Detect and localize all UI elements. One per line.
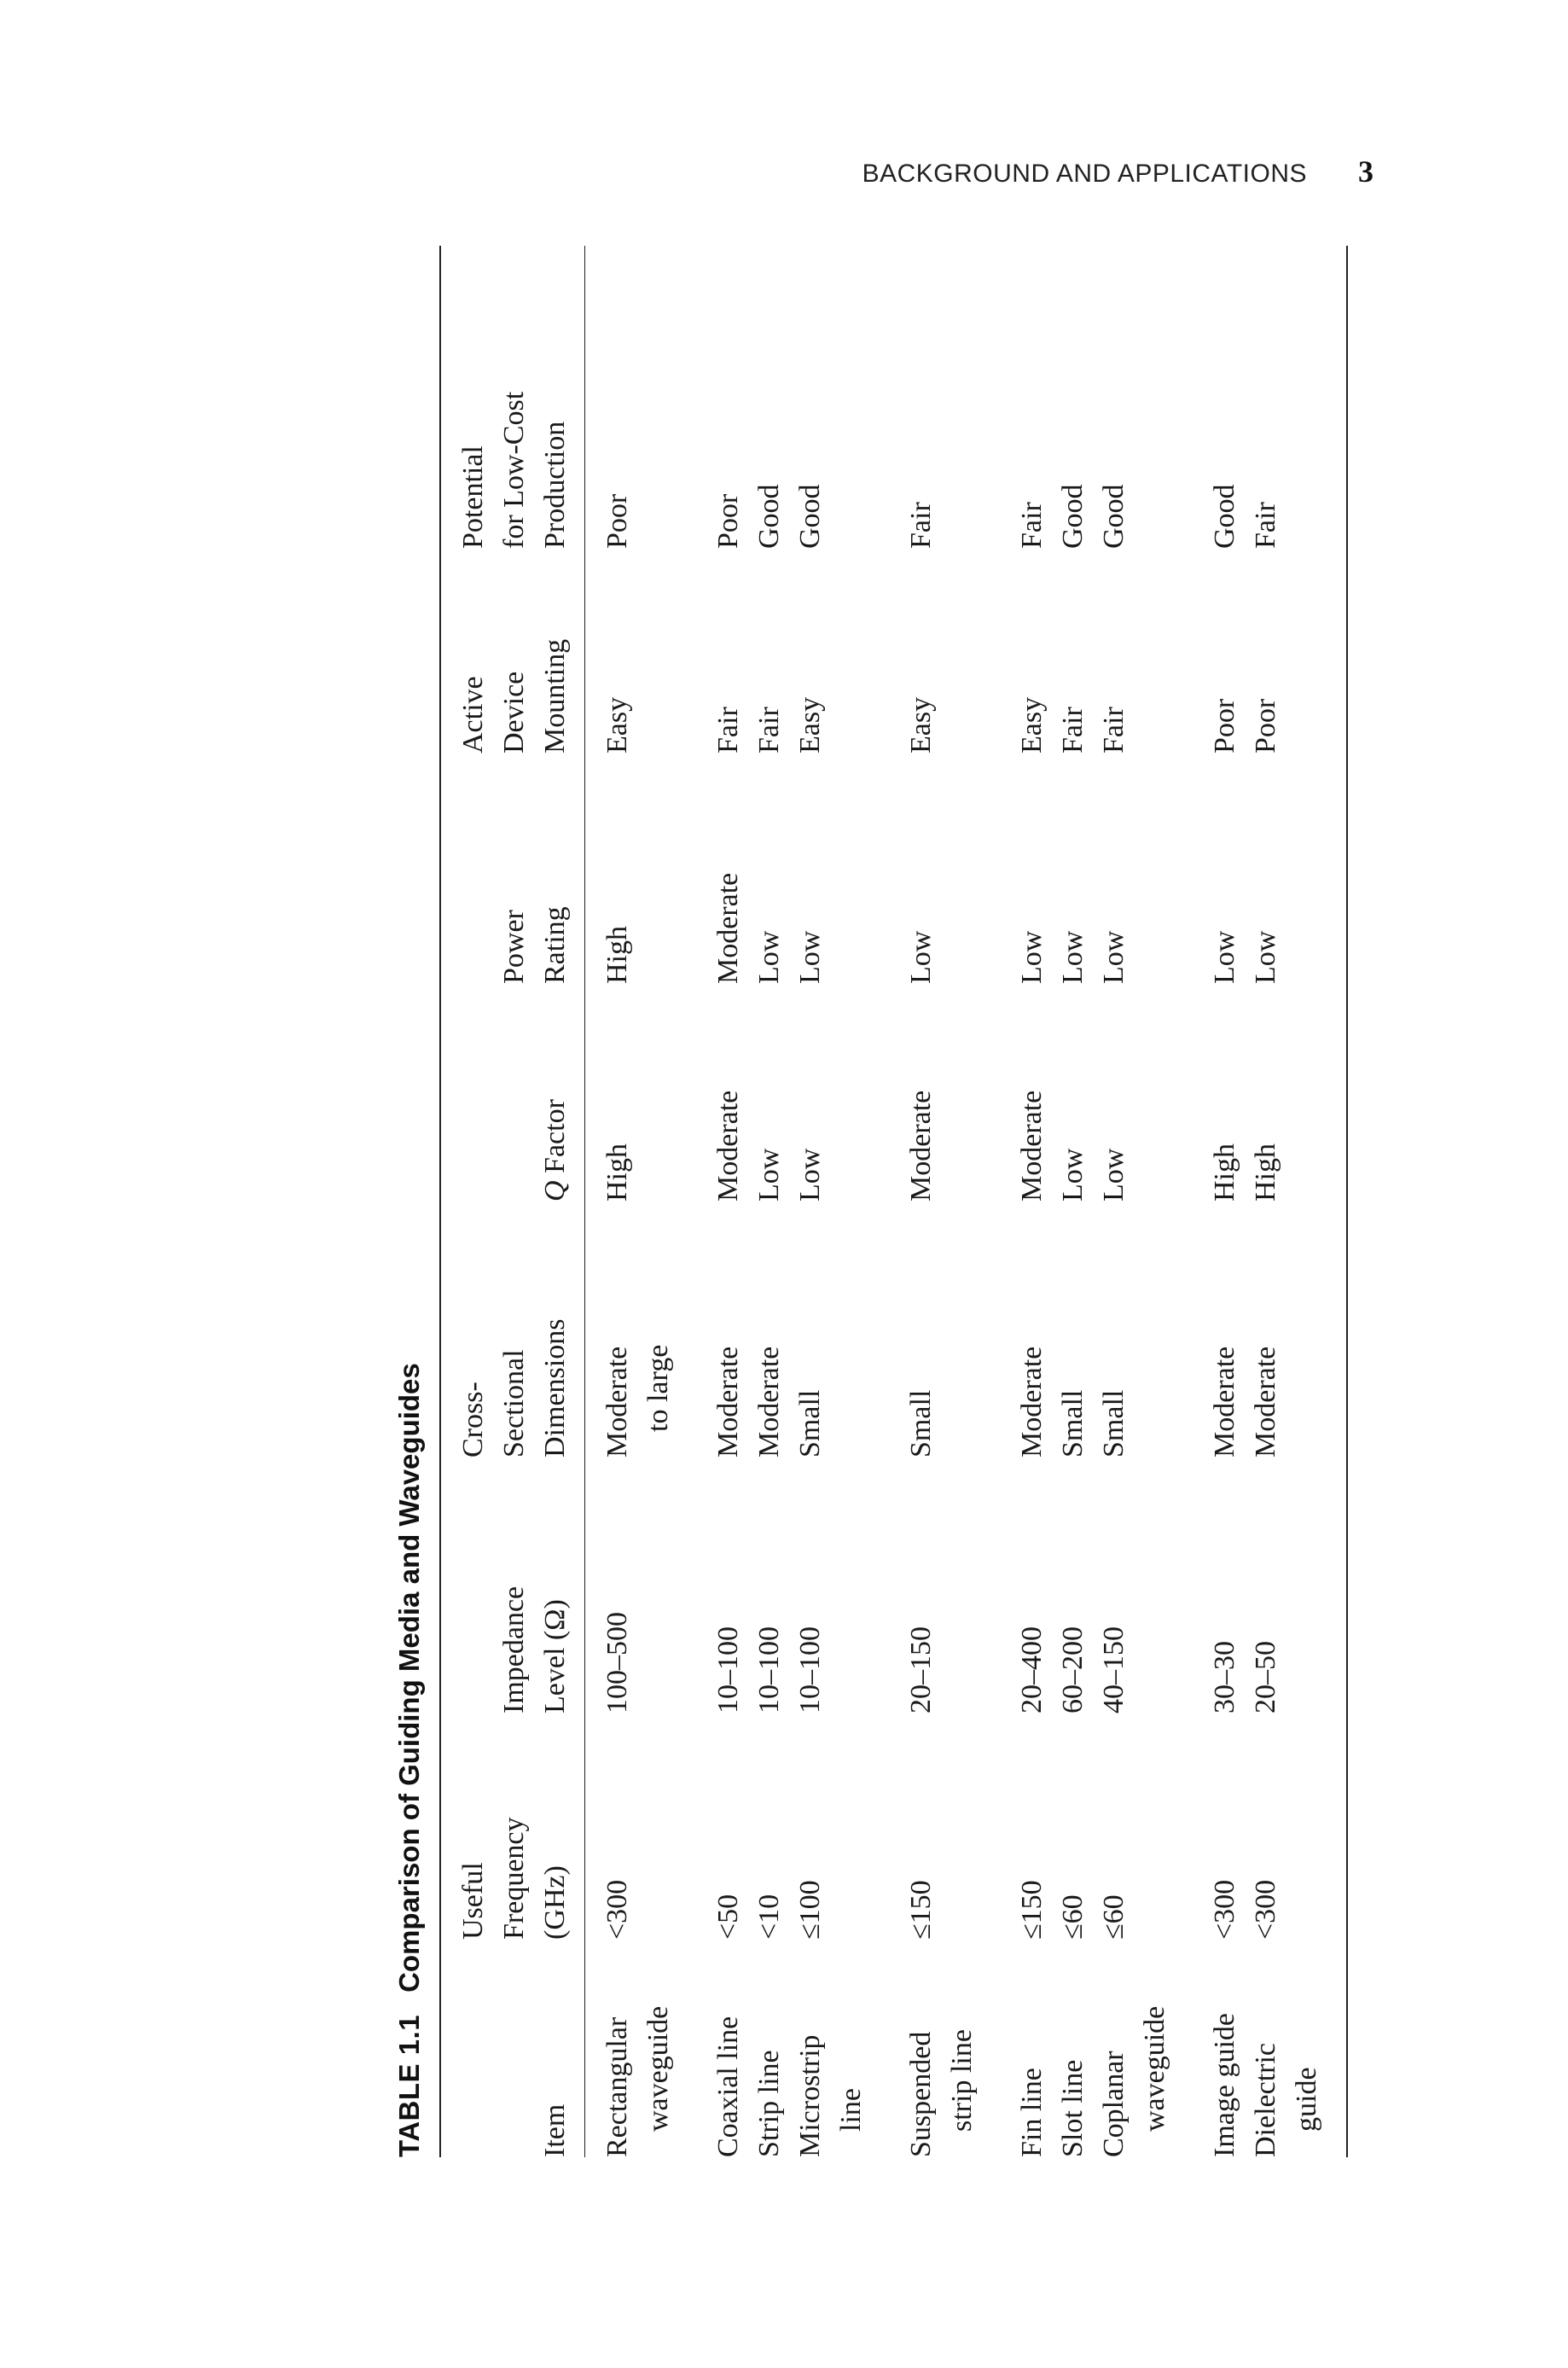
cell-item-line: Slot line [1057,2059,1089,2157]
cell-item [1246,1940,1327,2157]
cell-dimensions [1094,1201,1176,1457]
cell-frequency: <10 [753,1894,785,1940]
cell-item [790,1940,872,2157]
cell-dimensions-line: Moderate [712,1346,744,1457]
table-header-row [441,246,585,2157]
header-line: Item [539,2103,571,2157]
cell-q-factor: Moderate [712,1090,744,1201]
cell-frequency: ≤100 [794,1880,826,1940]
header-q-factor [441,984,585,1201]
cell-dimensions [679,1201,749,1457]
table-caption-text: Comparison of Guiding Media and Waveguides [393,1363,425,1993]
cell-dimensions [1176,1201,1246,1457]
cell-potential: Good [1209,484,1240,549]
header-line: Potential [457,445,489,549]
header-line: (GHz) [539,1865,571,1940]
header-line: Sectional [498,1349,530,1457]
header-item [441,1940,585,2157]
header-dimensions [441,1201,585,1457]
table-caption [380,246,439,2157]
cell-item [1176,1940,1246,2157]
cell-mounting: Easy [1016,696,1048,753]
cell-q-factor: High [1209,1143,1240,1201]
cell-potential: Poor [712,493,744,549]
cell-dimensions-line: Moderate [601,1346,633,1457]
table-caption-label: TABLE 1.1 [393,2014,425,2157]
table-row [749,246,790,2157]
cell-dimensions [1053,1201,1094,1457]
header-line: Cross- [457,1382,489,1457]
cell-item-line: Dielectric [1250,2042,1281,2157]
cell-mounting: Poor [1250,698,1281,753]
cell-mounting: Fair [1057,707,1089,753]
cell-potential: Fair [905,502,937,549]
header-line: Frequency [498,1817,530,1940]
running-head-title: BACKGROUND AND APPLICATIONS [862,160,1307,188]
cell-q-factor: Low [1098,1148,1130,1201]
cell-frequency: ≤60 [1098,1894,1130,1940]
table-row [1094,246,1176,2157]
cell-item-line: Suspended [905,2031,937,2157]
cell-potential: Good [1098,484,1130,549]
header-line: Production [539,421,571,549]
cell-mounting: Easy [794,696,826,753]
header-line: Device [498,671,530,753]
cell-q-factor: Low [794,1148,826,1201]
cell-dimensions [1246,1201,1327,1457]
cell-dimensions-line: to large [642,1344,674,1432]
cell-potential: Poor [601,493,633,549]
table-row [983,246,1053,2157]
cell-mounting: Easy [905,696,937,753]
cell-item [1053,1940,1094,2157]
header-q-word: Factor [539,1099,571,1181]
cell-mounting: Fair [753,707,785,753]
page-number: 3 [1358,154,1373,189]
cell-q-factor: Moderate [1016,1090,1048,1201]
cell-item-line: Strip line [753,2050,785,2157]
cell-dimensions-line: Moderate [753,1346,785,1457]
cell-dimensions-line: Moderate [1016,1346,1048,1457]
header-power [441,753,585,984]
cell-dimensions-line: Moderate [1250,1346,1281,1457]
cell-power: Low [1098,930,1130,984]
table-row [1246,246,1327,2157]
cell-power: High [601,926,633,984]
cell-potential: Good [794,484,826,549]
cell-frequency: <300 [1250,1879,1281,1940]
cell-q-factor: High [601,1143,633,1201]
cell-frequency: ≤150 [905,1880,937,1940]
cell-item-line: Image guide [1209,2013,1240,2157]
cell-frequency: ≤150 [1016,1880,1048,1940]
cell-frequency: <300 [1209,1879,1240,1940]
cell-impedance: 20–50 [1250,1641,1281,1713]
cell-item [585,1940,680,2157]
header-line: Power [498,910,530,984]
cell-item-line: line [835,2088,867,2132]
header-potential [441,246,585,549]
cell-power: Low [753,930,785,984]
cell-q-factor: Low [753,1148,785,1201]
bottom-rule [1346,246,1348,2157]
cell-frequency: <50 [712,1894,744,1940]
cell-dimensions-line: Small [1098,1389,1130,1457]
cell-item-line: strip line [946,2029,978,2132]
cell-power: Low [794,930,826,984]
table-block [380,246,1322,2157]
cell-power: Low [1250,930,1281,984]
table-row [679,246,749,2157]
cell-item [983,1940,1053,2157]
header-mounting [441,549,585,753]
table-row [585,246,680,2157]
cell-item-line: guide [1291,2067,1322,2132]
cell-mounting: Fair [712,707,744,753]
header-line: Mounting [539,638,571,753]
cell-item [749,1940,790,2157]
table-row [1176,246,1246,2157]
cell-dimensions-line: Small [905,1389,937,1457]
cell-power: Low [1209,930,1240,984]
cell-item [1094,1940,1176,2157]
cell-mounting: Poor [1209,698,1240,753]
cell-dimensions-line: Moderate [1209,1346,1240,1457]
cell-dimensions [983,1201,1053,1457]
cell-dimensions-line: Small [1057,1389,1089,1457]
table-row [790,246,872,2157]
cell-dimensions [585,1201,680,1457]
cell-impedance: 100–500 [601,1612,633,1713]
header-impedance [441,1457,585,1713]
cell-power: Low [905,930,937,984]
cell-mounting: Fair [1098,707,1130,753]
header-line: Impedance [498,1585,530,1713]
cell-dimensions [749,1201,790,1457]
header-line: Dimensions [539,1318,571,1457]
cell-item [679,1940,749,2157]
cell-frequency: ≤60 [1057,1894,1089,1940]
table-row [872,246,983,2157]
cell-dimensions [872,1201,983,1457]
header-line: for Low-Cost [498,391,530,549]
cell-impedance: 10–100 [712,1626,744,1713]
cell-potential: Good [1057,484,1089,549]
cell-power: Moderate [712,872,744,984]
cell-potential: Fair [1016,502,1048,549]
header-q-symbol: Q [539,1180,571,1201]
header-line: Useful [457,1862,489,1940]
cell-frequency: <300 [601,1879,633,1940]
cell-potential: Fair [1250,502,1281,549]
cell-item-line: Microstrip [794,2034,826,2157]
cell-impedance: 20–400 [1016,1626,1048,1713]
header-line: Rating [539,906,571,984]
comparison-table [441,246,1327,2157]
cell-impedance: 10–100 [794,1626,826,1713]
cell-impedance: 30–30 [1209,1641,1240,1713]
running-head [819,154,1373,195]
cell-impedance: 20–150 [905,1626,937,1713]
cell-impedance: 40–150 [1098,1626,1130,1713]
header-line: Active [457,676,489,753]
cell-q-factor: Low [1057,1148,1089,1201]
cell-mounting: Easy [601,696,633,753]
cell-q-factor: High [1250,1143,1281,1201]
table-body [585,246,1328,2157]
cell-dimensions [790,1201,872,1457]
cell-impedance: 60–200 [1057,1626,1089,1713]
cell-impedance: 10–100 [753,1626,785,1713]
cell-item-line: waveguide [642,2005,674,2132]
cell-item [872,1940,983,2157]
cell-item-line: Rectangular [601,2016,633,2157]
cell-q-factor: Moderate [905,1090,937,1201]
cell-power: Low [1057,930,1089,984]
header-frequency [441,1713,585,1940]
cell-item-line: Coaxial line [712,2016,744,2157]
cell-power: Low [1016,930,1048,984]
cell-potential: Good [753,484,785,549]
header-line: Level (Ω) [539,1599,571,1713]
cell-item-line: waveguide [1139,2005,1170,2132]
cell-item-line: Fin line [1016,2068,1048,2157]
cell-dimensions-line: Small [794,1389,826,1457]
table-row [1053,246,1094,2157]
cell-item-line: Coplanar [1098,2051,1130,2157]
